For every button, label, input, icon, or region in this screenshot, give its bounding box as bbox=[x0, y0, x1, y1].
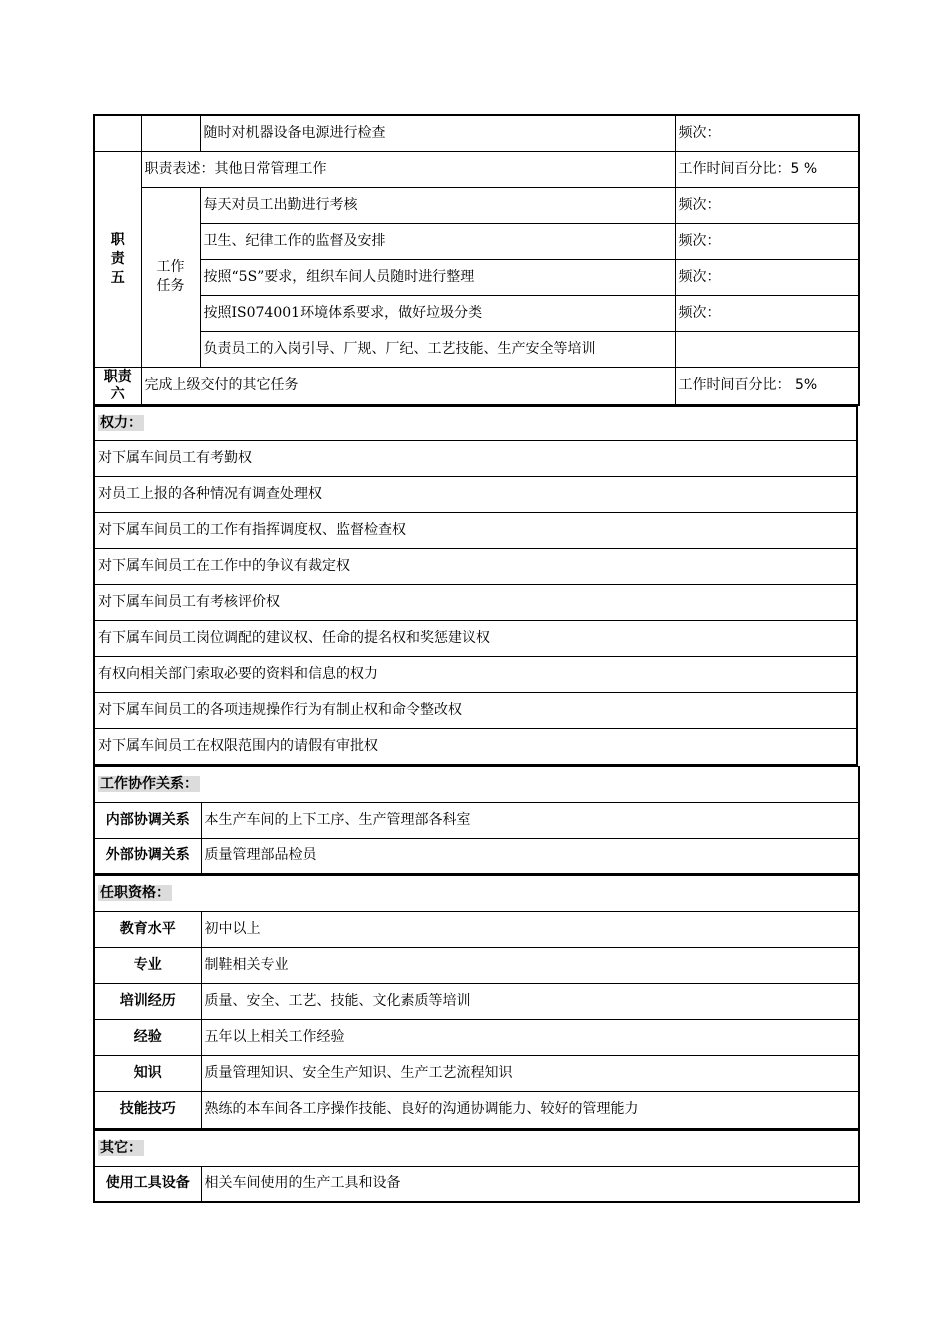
job-description-document bbox=[93, 114, 858, 1203]
authority-item-7: 有权向相关部门索取必要的资料和信息的权力 bbox=[94, 657, 857, 693]
duty6-description: 完成上级交付的其它任务 bbox=[141, 367, 675, 405]
authority-item-6: 有下属车间员工岗位调配的建议权、任命的提名权和奖惩建议权 bbox=[94, 621, 857, 657]
duty5-task-2-freq: 频次： bbox=[675, 223, 859, 259]
qualifications-title: 任职资格： bbox=[100, 885, 170, 901]
authority-title-cell bbox=[94, 407, 857, 441]
duty5-task-1-freq: 频次： bbox=[675, 187, 859, 223]
authority-item-3: 对下属车间员工的工作有指挥调度权、监督检查权 bbox=[94, 513, 857, 549]
qual-skills-value: 熟练的本车间各工序操作技能、良好的沟通协调能力、较好的管理能力 bbox=[201, 1092, 859, 1129]
authority-item-9: 对下属车间员工在权限范围内的请假有审批权 bbox=[94, 729, 857, 765]
qualifications-title-cell bbox=[94, 876, 859, 912]
relations-title-cell bbox=[94, 766, 859, 802]
duty-prev-task: 随时对机器设备电源进行检查 bbox=[200, 115, 675, 151]
qual-training-value: 质量、安全、工艺、技能、文化素质等培训 bbox=[201, 984, 859, 1020]
relations-internal-value: 本生产车间的上下工序、生产管理部各科室 bbox=[201, 802, 859, 838]
duty5-task-1: 每天对员工出勤进行考核 bbox=[200, 187, 675, 223]
relations-external-label: 外部协调关系 bbox=[94, 838, 201, 874]
duty5-task-3: 按照“5S”要求，组织车间人员随时进行整理 bbox=[200, 259, 675, 295]
duty5-task-2: 卫生、纪律工作的监督及安排 bbox=[200, 223, 675, 259]
duty5-task-5-freq bbox=[675, 331, 859, 367]
relations-title: 工作协作关系： bbox=[100, 775, 198, 792]
duty5-task-4-freq: 频次： bbox=[675, 295, 859, 331]
authority-title: 权力： bbox=[100, 415, 142, 431]
authority-item-2: 对员工上报的各种情况有调查处理权 bbox=[94, 477, 857, 513]
duty5-task-3-freq: 频次： bbox=[675, 259, 859, 295]
qual-skills-label: 技能技巧 bbox=[94, 1092, 201, 1129]
duty5-task-label: 工作 任务 bbox=[141, 187, 200, 367]
duty-prev-task-label-cell bbox=[141, 115, 200, 151]
duty5-task-4: 按照IS074001环境体系要求，做好垃圾分类 bbox=[200, 295, 675, 331]
duty5-task-5: 负责员工的入岗引导、厂规、厂纪、工艺技能、生产安全等培训 bbox=[200, 331, 675, 367]
qual-education-value: 初中以上 bbox=[201, 912, 859, 948]
qual-training-label: 培训经历 bbox=[94, 984, 201, 1020]
duty5-label: 职 责 五 bbox=[94, 151, 141, 367]
authority-item-5: 对下属车间员工有考核评价权 bbox=[94, 585, 857, 621]
qual-knowledge-value: 质量管理知识、安全生产知识、生产工艺流程知识 bbox=[201, 1056, 859, 1092]
authority-table bbox=[93, 406, 858, 766]
other-title: 其它： bbox=[100, 1139, 142, 1156]
qual-experience-value: 五年以上相关工作经验 bbox=[201, 1020, 859, 1056]
qual-major-label: 专业 bbox=[94, 948, 201, 984]
duty6-percent: 工作时间百分比： 5% bbox=[675, 367, 859, 405]
authority-item-8: 对下属车间员工的各项违规操作行为有制止权和命令整改权 bbox=[94, 693, 857, 729]
authority-item-1: 对下属车间员工有考勤权 bbox=[94, 441, 857, 477]
other-table bbox=[93, 1130, 860, 1204]
relations-internal-label: 内部协调关系 bbox=[94, 802, 201, 838]
qual-experience-label: 经验 bbox=[94, 1020, 201, 1056]
other-tools-value: 相关车间使用的生产工具和设备 bbox=[201, 1166, 859, 1202]
duty6-label: 职责 六 bbox=[94, 367, 141, 405]
duty5-description: 职责表述：其他日常管理工作 bbox=[141, 151, 675, 187]
qualifications-table bbox=[93, 875, 860, 1130]
qual-knowledge-label: 知识 bbox=[94, 1056, 201, 1092]
other-tools-label: 使用工具设备 bbox=[94, 1166, 201, 1202]
duties-table bbox=[93, 114, 860, 406]
relations-external-value: 质量管理部品检员 bbox=[201, 838, 859, 874]
qual-major-value: 制鞋相关专业 bbox=[201, 948, 859, 984]
authority-item-4: 对下属车间员工在工作中的争议有裁定权 bbox=[94, 549, 857, 585]
duty-prev-freq: 频次： bbox=[675, 115, 859, 151]
other-title-cell bbox=[94, 1130, 859, 1166]
duty-prev-label-cell bbox=[94, 115, 141, 151]
relations-table bbox=[93, 766, 860, 876]
duty5-percent: 工作时间百分比：5 % bbox=[675, 151, 859, 187]
qual-education-label: 教育水平 bbox=[94, 912, 201, 948]
